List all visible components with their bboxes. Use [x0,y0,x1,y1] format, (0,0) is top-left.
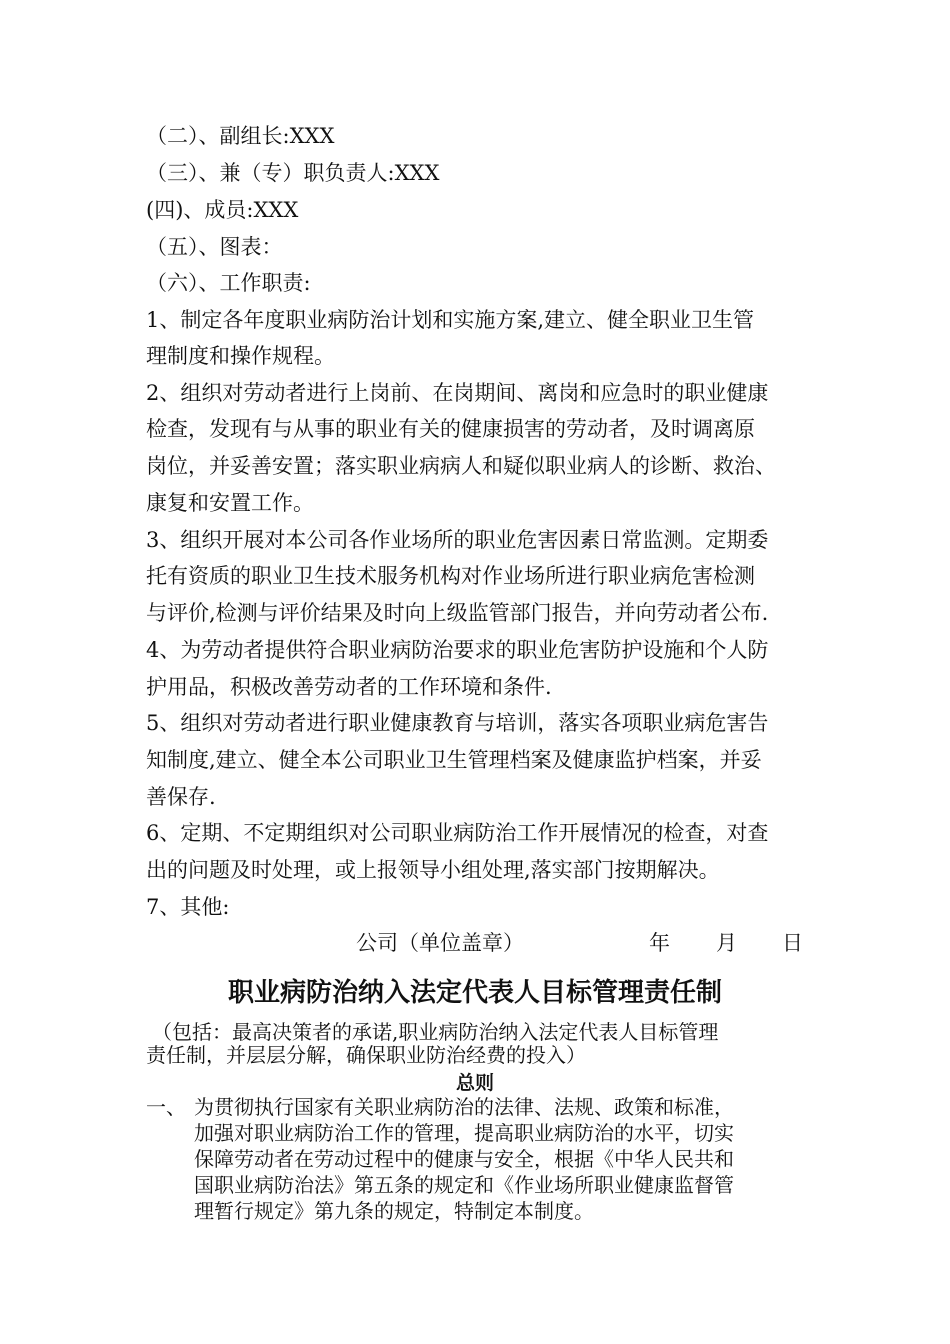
general-provisions-heading: 总则 [455,1072,494,1094]
chart-line: （五）、图表： [146,235,283,259]
duty-text-line: 5、组织对劳动者进行职业健康教育与培训，落实各项职业病危害告 [146,711,769,735]
duty-text-line: 6、定期、不定期组织对公司职业病防治工作开展情况的检查，对查 [146,821,769,845]
article-text-line: 国职业病防治法》第五条的规定和《作业场所职业健康监督管 [194,1173,734,1197]
duty-text-line: 康复和安置工作。 [146,491,314,515]
subtitle-line: 责任制，并层层分解，确保职业防治经费的投入） [146,1043,586,1067]
duties-heading-line: （六）、工作职责: [146,271,311,295]
document-title: 职业病防治纳入法定代表人目标管理责任制 [227,978,722,1008]
article-text-line: 为贯彻执行国家有关职业病防治的法律、法规、政策和标准， [194,1095,734,1119]
deputy-leader-line: （二）、副组长:XXX [146,124,335,148]
article-text-line: 加强对职业病防治工作的管理，提高职业病防治的水平，切实 [194,1121,734,1145]
responsible-person-line: （三）、兼（专）职负责人:XXX [146,161,440,185]
date-year-label: 年 [649,931,670,955]
article-text-line: 理暂行规定》第九条的规定，特制定本制度。 [194,1199,594,1223]
duty-text-line: 检查，发现有与从事的职业有关的健康损害的劳动者，及时调离原 [146,417,755,441]
date-month-label: 月 [716,931,737,955]
article-number: 一、 [146,1095,186,1119]
duty-text-line: 岗位，并妥善安置；落实职业病病人和疑似职业病人的诊断、救治、 [146,454,776,478]
duty-text-line: 托有资质的职业卫生技术服务机构对作业场所进行职业病危害检测 [146,564,755,588]
date-day-label: 日 [782,931,803,955]
company-seal-label: 公司（单位盖章） [356,931,524,955]
subtitle-line: （包括：最高决策者的承诺,职业病防治纳入法定代表人目标管理 [152,1020,719,1044]
duty-text-line: 护用品，积极改善劳动者的工作环境和条件. [146,675,552,699]
duty-text-line: 善保存. [146,785,216,809]
duty-text-line: 理制度和操作规程。 [146,344,335,368]
duty-text-line: 1、制定各年度职业病防治计划和实施方案,建立、健全职业卫生管 [146,308,755,332]
duty-text-line: 2、组织对劳动者进行上岗前、在岗期间、离岗和应急时的职业健康 [146,381,769,405]
duty-text-line: 7、其他: [146,895,230,919]
duty-text-line: 4、为劳动者提供符合职业病防治要求的职业危害防护设施和个人防 [146,638,769,662]
duty-text-line: 知制度,建立、健全本公司职业卫生管理档案及健康监护档案，并妥 [146,748,762,772]
duty-text-line: 出的问题及时处理，或上报领导小组处理,落实部门按期解决。 [146,858,720,882]
article-text-line: 保障劳动者在劳动过程中的健康与安全，根据《中华人民共和 [194,1147,734,1171]
members-line: (四)、成员:XXX [146,198,299,222]
duty-text-line: 3、组织开展对本公司各作业场所的职业危害因素日常监测。定期委 [146,528,769,552]
duty-text-line: 与评价,检测与评价结果及时向上级监管部门报告，并向劳动者公布. [146,601,769,625]
